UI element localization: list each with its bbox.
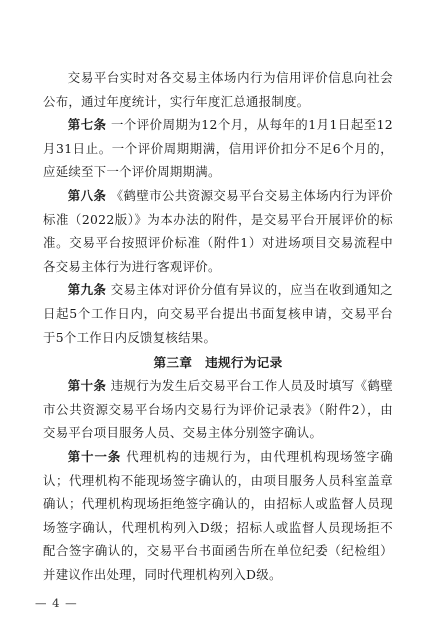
- article-number: 第八条: [67, 187, 107, 203]
- paragraph-text: 交易主体对评价分值有异议的，应当在收到通知之日起5个工作日内，向交易平台提出书面复核申请，交易平台于5个工作日内反馈复核结果。: [43, 282, 393, 345]
- article-number: 第七条: [67, 117, 107, 133]
- paragraph-text: 交易平台实时对各交易主体场内行为信用评价信息向社会公布，通过年度统计，实行年度汇总通报制度。: [43, 70, 393, 109]
- article-8: [43, 184, 393, 278]
- article-number: 第九条: [67, 282, 107, 298]
- page-number: — 4 —: [35, 596, 78, 610]
- article-9: [43, 278, 393, 349]
- paragraph-text: 一个评价周期为12个月，从每年的1月1日起至12月31日止。一个评价周期期满，信用评价扣分不足6个月的，应延续至下一个评价周期期满。: [43, 117, 393, 180]
- paragraph-text: 代理机构的违规行为，由代理机构现场签字确认；代理机构不能现场签字确认的，由项目服务人员科室盖章确认；代理机构现场拒绝签字确认的，由招标人或监督人员现场签字确认，代理机构列入D级；招标人或监督人员现场拒不配合签字确认的，交易平台书面函告所在单位纪委（纪检组）并建议作出处理，同时代理机构列入D级。: [43, 448, 393, 582]
- paragraph-text: 《鹤壁市公共资源交易平台交易主体场内行为评价标准（2022版）》为本办法的附件，是交易平台开展评价的标准。交易平台按照评价标准（附件1）对进场项目交易流程中各交易主体行为进行客观评价。: [43, 187, 393, 274]
- article-7: [43, 113, 393, 184]
- document-body: [43, 66, 393, 586]
- article-10: [43, 374, 393, 445]
- article-11: [43, 445, 393, 587]
- article-number: 第十条: [67, 378, 107, 394]
- paragraph-text: 违规行为发生后交易平台工作人员及时填写《鹤壁市公共资源交易平台场内交易行为评价记录表》（附件2），由交易平台项目服务人员、交易主体分别签字确认。: [43, 378, 393, 441]
- article-number: 第十一条: [67, 448, 122, 464]
- chapter-heading: 第三章 违规行为记录: [153, 355, 283, 371]
- paragraph-public-disclosure: [43, 66, 393, 113]
